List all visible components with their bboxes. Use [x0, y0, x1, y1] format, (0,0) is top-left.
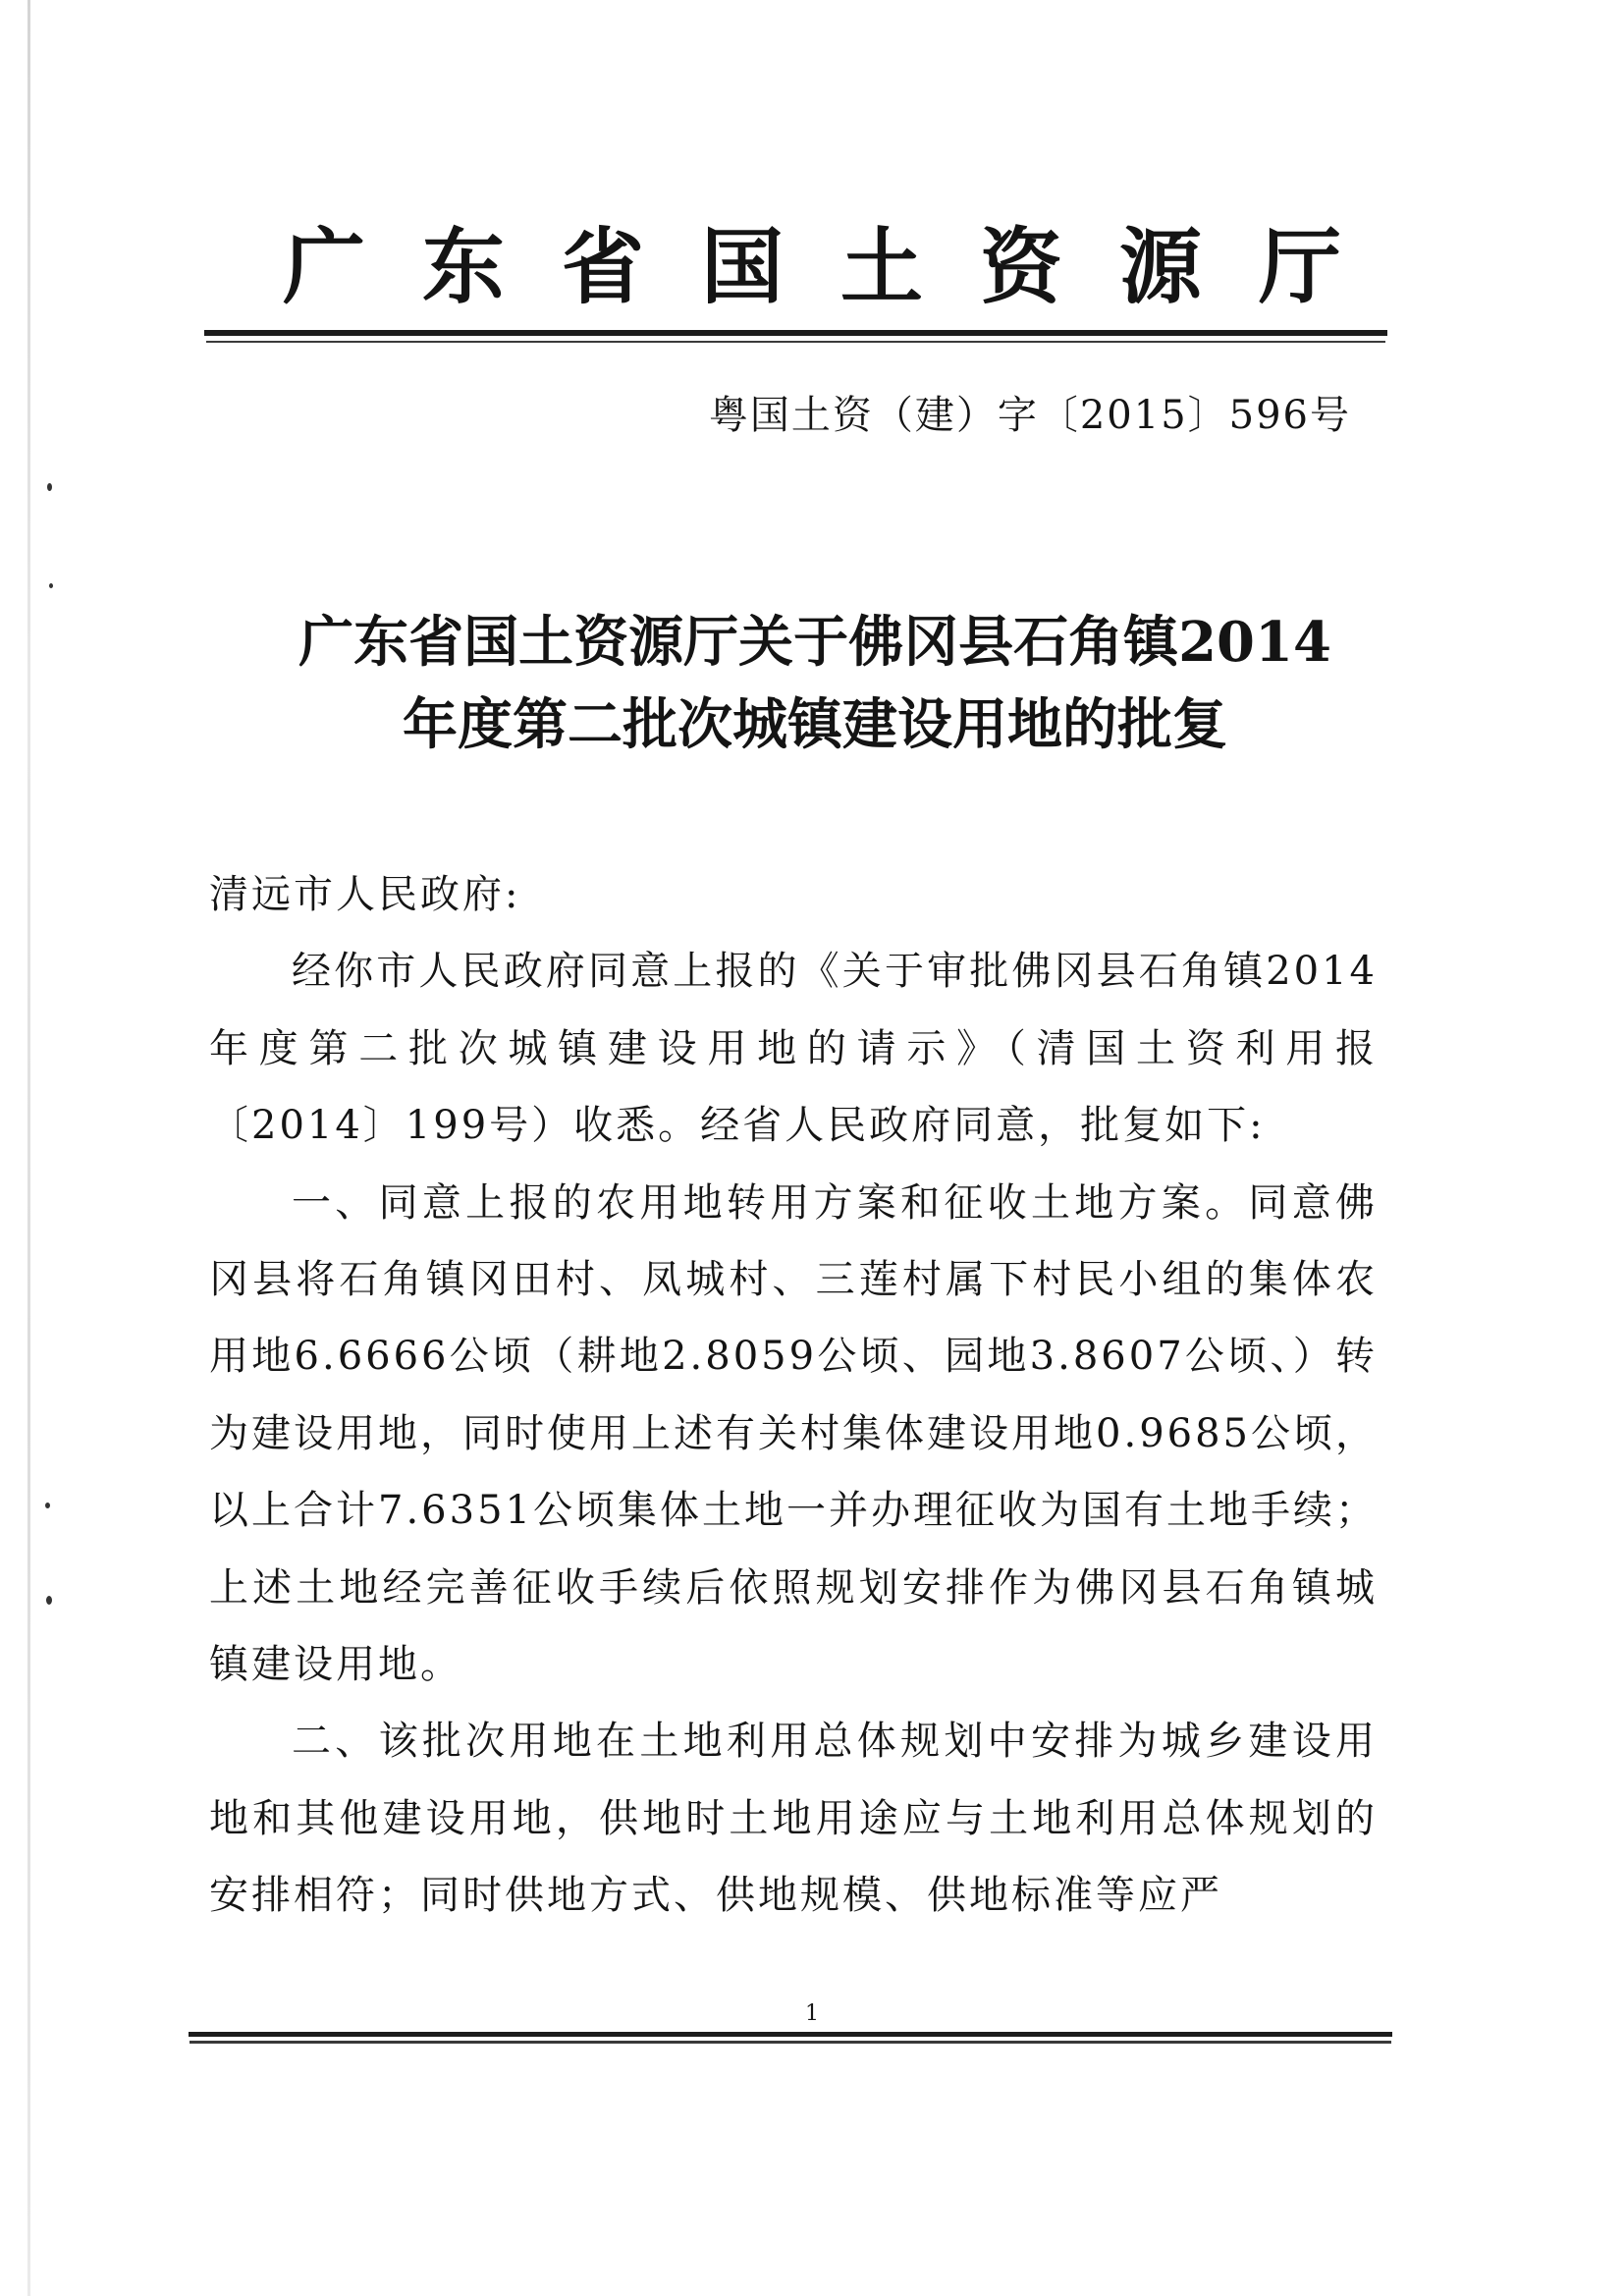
scan-speck [46, 1596, 52, 1605]
scan-edge-artifact [27, 0, 30, 2296]
scan-speck [45, 1503, 50, 1508]
header-rule [204, 330, 1387, 336]
issuing-organization: 广东省国土资源厅 [282, 219, 1398, 315]
footer-rule [189, 2032, 1392, 2037]
document-title [206, 601, 1424, 766]
scan-speck [47, 483, 52, 491]
document-title-line-2: 年度第二批次城镇建设用地的批复 [403, 692, 1227, 757]
scan-speck [49, 583, 53, 588]
body-paragraph: 一、同意上报的农用地转用方案和征收土地方案。同意佛冈县将石角镇冈田村、凤城村、三莲村属下村民小组的集体农用地6.6666公顷（耕地2.8059公顷、园地3.8607公顷、）转为建设用地，同时使用上述有关村集体建设用地0.9685公顷，以上合计7.6351公顷集体土地一并办理征收为国有土地手续；上述土地经完善征收手续后依照规划安排作为佛冈县石角镇城镇建设用地。 [209, 1179, 1378, 1688]
document-body [209, 856, 1378, 1935]
body-paragraph: 二、该批次用地在土地利用总体规划中安排为城乡建设用地和其他建设用地，供地时土地用途应与土地利用总体规划的安排相符；同时供地方式、供地规模、供地标准等应严 [209, 1719, 1378, 1919]
body-paragraph: 经你市人民政府同意上报的《关于审批佛冈县石角镇2014年度第二批次城镇建设用地的请示》（清国土资利用报〔2014〕199号）收悉。经省人民政府同意，批复如下: [209, 949, 1378, 1149]
addressee: 清远市人民政府: [209, 872, 521, 917]
document-number: 粤国土资（建）字〔2015〕596号 [708, 393, 1351, 438]
page-number: 1 [805, 2001, 819, 2026]
document-title-line-1: 广东省国土资源厅关于佛冈县石角镇2014 [298, 610, 1331, 675]
